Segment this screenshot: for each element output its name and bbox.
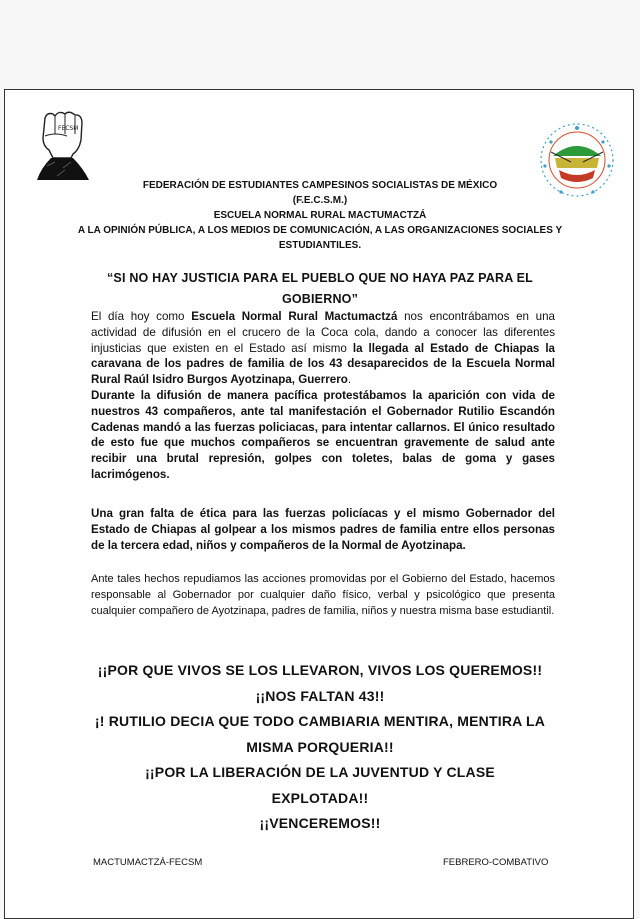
body-paragraph-2: Durante la difusión de manera pacífica protestábamos la aparición con vida de nuestros 43 compañeros, ante tal manifestación el Gobernador Rutilio Escandón Cadenas mandó a las fuerzas policiacas, para intentar callarnos. El único resultado de esto fue que muchos compañeros se encuentran gravemente de salud ante recibir una brutal represión, golpes con toletes, balas de goma y gases lacrimógenos. bbox=[91, 388, 555, 481]
body-paragraph-3 bbox=[91, 506, 555, 553]
chant-2: ¡¡NOS FALTAN 43!! bbox=[255, 687, 385, 704]
footer-left: MACTUMACTZÁ-FECSM bbox=[93, 857, 203, 868]
p1-school-name: Escuela Normal Rural Mactumactzá bbox=[191, 310, 398, 323]
chant-1: ¡¡POR QUE VIVOS SE LOS LLEVARON, VIVOS LOS QUEREMOS!! bbox=[97, 662, 543, 678]
fist-logo-text: FECSM bbox=[58, 125, 79, 132]
header-acronym: (F.E.C.S.M.) bbox=[292, 195, 348, 206]
p3-text: Una gran falta de ética para las fuerzas policíacas y el mismo Gobernador del Estado de Chiapas al golpear a los mismos padres de familia entre ellos personas de la tercera edad, niños y compañeros de la Normal de Ayotzinapa. bbox=[91, 507, 555, 552]
footer-right: FEBRERO-COMBATIVO bbox=[443, 857, 549, 868]
raised-fist-icon bbox=[33, 106, 91, 184]
p1-text-c: nos encontrábamos en una actividad de difusión en el crucero de la Coca cola, dando a conocer las diferentes injusticias que existen en el Estado así mismo bbox=[91, 310, 555, 355]
header-audience: A LA OPINIÓN PÚBLICA, A LOS MEDIOS DE COMUNICACIÓN, A LAS ORGANIZACIONES SOCIALES Y bbox=[77, 225, 563, 236]
body-paragraph-1 bbox=[91, 309, 555, 483]
chant-3: ¡! RUTILIO DECIA QUE TODO CAMBIARIA MENTIRA, MENTIRA LA bbox=[94, 713, 546, 729]
p1-text-a: El día hoy como bbox=[91, 310, 192, 323]
chant-6: EXPLOTADA!! bbox=[271, 789, 369, 806]
slogan bbox=[65, 268, 575, 310]
header-school: ESCUELA NORMAL RURAL MACTUMACTZÁ bbox=[213, 210, 427, 221]
body-paragraph-4: Ante tales hechos repudiamos las acciones promovidas por el Gobierno del Estado, hacemos responsable al Gobernador por cualquier daño físico, verbal y psicológico que presenta cualquier compañero de Ayotzinapa, padres de familia, niños y nuestra misma base estudiantil. bbox=[91, 573, 555, 617]
chant-4: MISMA PORQUERIA!! bbox=[246, 738, 394, 755]
document-page bbox=[4, 89, 634, 919]
chant-7: ¡¡VENCEREMOS!! bbox=[259, 815, 381, 831]
slogan-line-1: “SI NO HAY JUSTICIA PARA EL PUEBLO QUE NO HAYA PAZ PARA EL bbox=[106, 271, 534, 285]
p1-text-e: . bbox=[347, 373, 352, 387]
p1-caravan: la llegada al Estado de Chiapas la caravana de los padres de familia de los 43 desaparecidos de la Escuela Normal Rural Raúl Isidro Burgos Ayotzinapa, Guerrero bbox=[91, 341, 555, 387]
header-audience-cont: ESTUDIANTILES. bbox=[278, 240, 362, 251]
chants bbox=[45, 658, 595, 837]
chant-5: ¡¡POR LA LIBERACIÓN DE LA JUVENTUD Y CLASE bbox=[145, 764, 495, 780]
header-federation: FEDERACIÓN DE ESTUDIANTES CAMPESINOS SOCIALISTAS DE MÉXICO bbox=[142, 180, 498, 191]
slogan-line-2: GOBIERNO” bbox=[281, 292, 359, 306]
